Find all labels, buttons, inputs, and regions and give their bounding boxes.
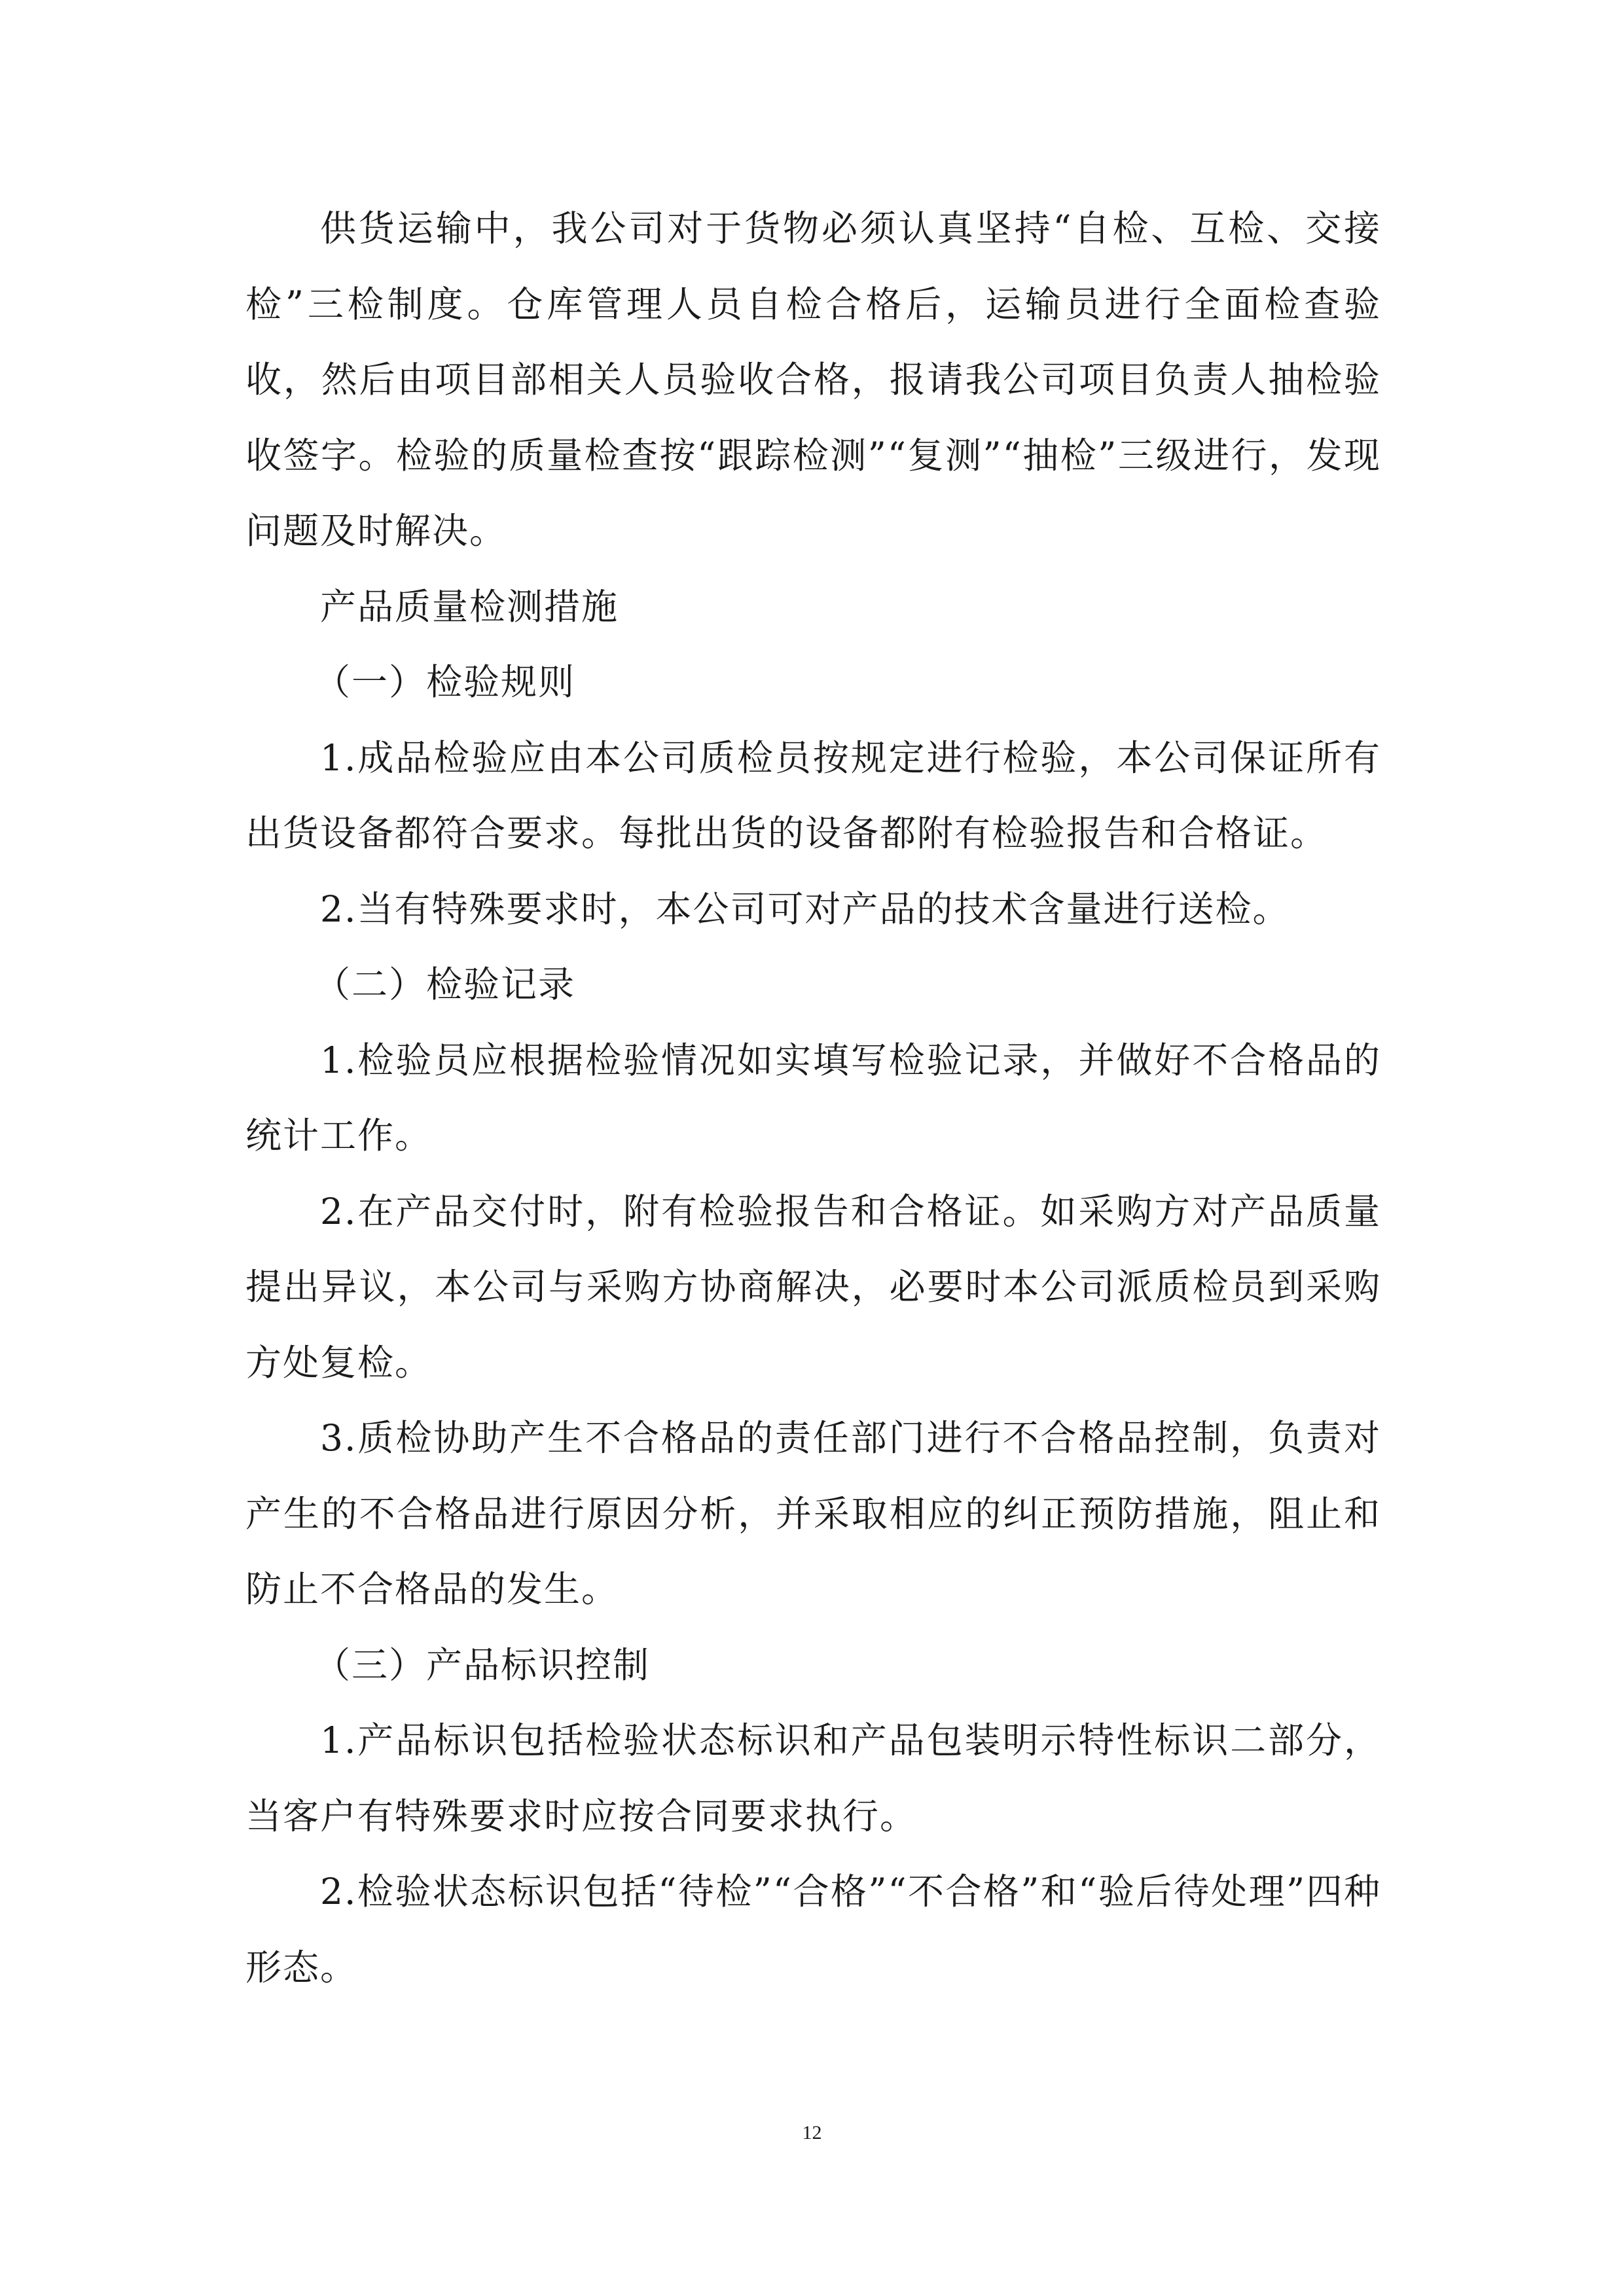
paragraph-record-3: 3.质检协助产生不合格品的责任部门进行不合格品控制，负责对产生的不合格品进行原因分析，并采取相应的纠正预防措施，阻止和防止不合格品的发生。 — [245, 1417, 1381, 1610]
paragraph-identification-1: 1.产品标识包括检验状态标识和产品包装明示特性标识二部分，当客户有特殊要求时应按合同要求执行。 — [245, 1719, 1381, 1837]
paragraph-transport-inspection: 供货运输中，我公司对于货物必须认真坚持“自检、互检、交接检”三检制度。仓库管理人员自检合格后，运输员进行全面检查验收，然后由项目部相关人员验收合格，报请我公司项目负责人抽检验收签字。检验的质量检查按“跟踪检测”“复测”“抽检”三级进行，发现问题及时解决。 — [245, 207, 1381, 552]
section-heading-inspection-records: （二）检验记录 — [314, 963, 576, 1005]
document-body — [245, 191, 1381, 2005]
paragraph-record-1: 1.检验员应根据检验情况如实填写检验记录，并做好不合格品的统计工作。 — [245, 1039, 1381, 1157]
paragraph-rule-2: 2.当有特殊要求时，本公司可对产品的技术含量进行送检。 — [320, 888, 1290, 930]
heading-quality-measures: 产品质量检测措施 — [320, 585, 619, 628]
section-heading-inspection-rules: （一）检验规则 — [314, 661, 576, 703]
section-heading-product-identification: （三）产品标识控制 — [314, 1643, 651, 1686]
paragraph-rule-1: 1.成品检验应由本公司质检员按规定进行检验，本公司保证所有出货设备都符合要求。每批出货的设备都附有检验报告和合格证。 — [245, 736, 1381, 854]
page-number: 12 — [802, 2122, 822, 2144]
paragraph-identification-2: 2.检验状态标识包括“待检”“合格”“不合格”和“验后待处理”四种形态。 — [245, 1871, 1381, 1988]
paragraph-record-2: 2.在产品交付时，附有检验报告和合格证。如采购方对产品质量提出异议，本公司与采购方协商解决，必要时本公司派质检员到采购方处复检。 — [245, 1190, 1381, 1384]
